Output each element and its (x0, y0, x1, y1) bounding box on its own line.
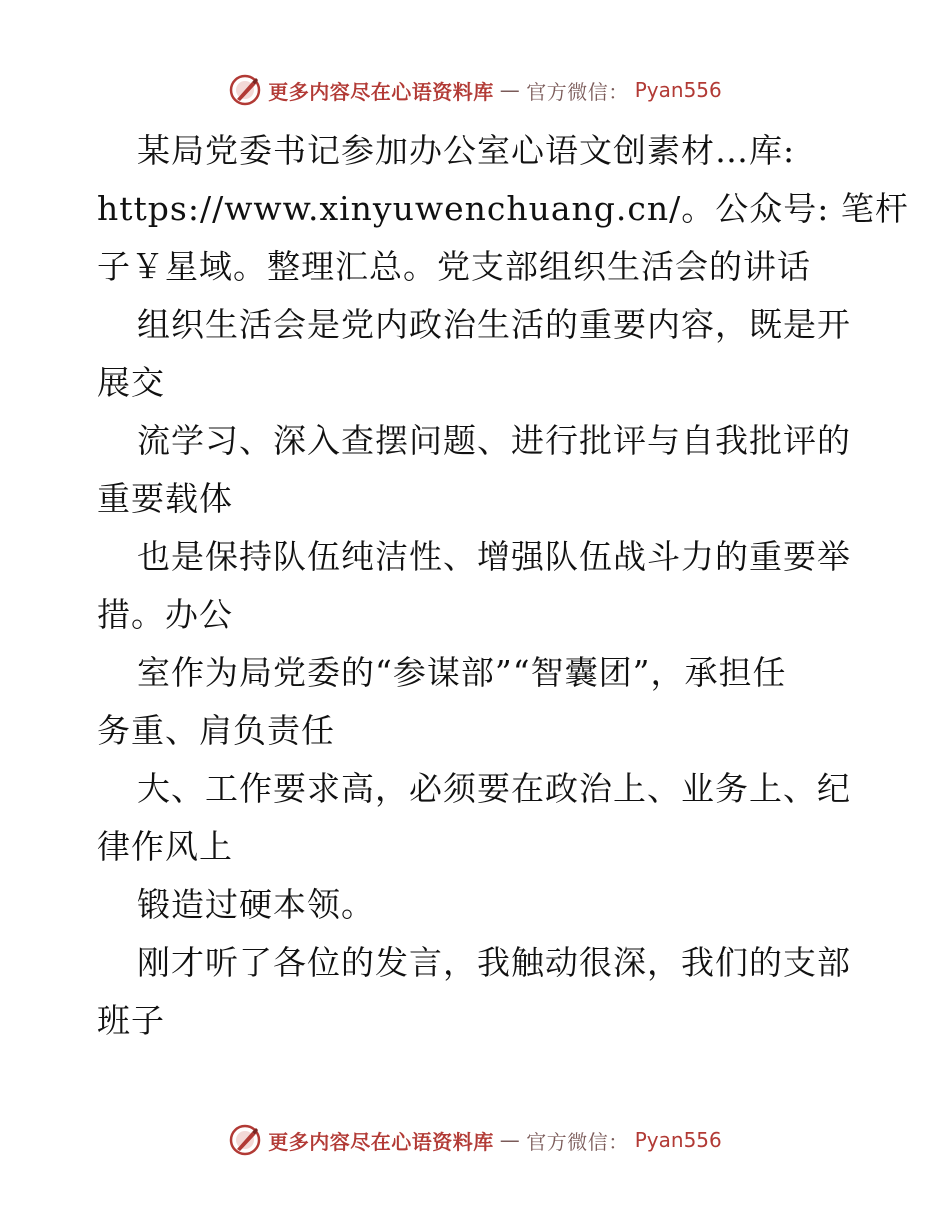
watermark-separator: — (499, 1128, 521, 1152)
body-line: 务重、肩负责任 (97, 711, 335, 750)
watermark-separator: — (499, 78, 521, 102)
watermark-wechat-id: Pyan556 (634, 1128, 722, 1152)
body-line: 也是保持队伍纯洁性、增强队伍战斗力的重要举 (137, 537, 851, 576)
watermark-group (228, 73, 722, 107)
watermark-wechat-id: Pyan556 (634, 78, 722, 102)
body-line: 子￥星域。整理汇总。党支部组织生活会的讲话 (97, 247, 811, 286)
body-line: 律作风上 (97, 827, 233, 866)
body-line: 某局党委书记参加办公室心语文创素材…库: (137, 131, 796, 170)
body-line: https://www.xinyuwenchuang.cn/。公众号: 笔杆 (97, 189, 909, 228)
watermark-group (228, 1123, 722, 1157)
body-line: 组织生活会是党内政治生活的重要内容，既是开 (137, 305, 851, 344)
body-line: 室作为局党委的“参谋部”“智囊团”，承担任 (137, 653, 787, 692)
body-line: 班子 (97, 1001, 165, 1040)
body-line: 大、工作要求高，必须要在政治上、业务上、纪 (137, 769, 851, 808)
quill-logo-icon (228, 73, 262, 107)
body-line: 流学习、深入查摆问题、进行批评与自我批评的 (137, 421, 851, 460)
footer-watermark (0, 1120, 950, 1160)
body-line: 展交 (97, 363, 165, 402)
body-line: 锻造过硬本领。 (137, 885, 375, 924)
document-body (97, 122, 909, 1050)
quill-logo-icon (228, 1123, 262, 1157)
body-line: 重要载体 (97, 479, 233, 518)
body-line: 刚才听了各位的发言，我触动很深，我们的支部 (137, 943, 851, 982)
watermark-wechat-label: 官方微信： (526, 1129, 629, 1154)
header-watermark (0, 70, 950, 110)
watermark-wechat-label: 官方微信： (526, 79, 629, 104)
watermark-main-text: 更多内容尽在心语资料库 (268, 79, 494, 104)
watermark-main-text: 更多内容尽在心语资料库 (268, 1129, 494, 1154)
body-line: 措。办公 (97, 595, 233, 634)
